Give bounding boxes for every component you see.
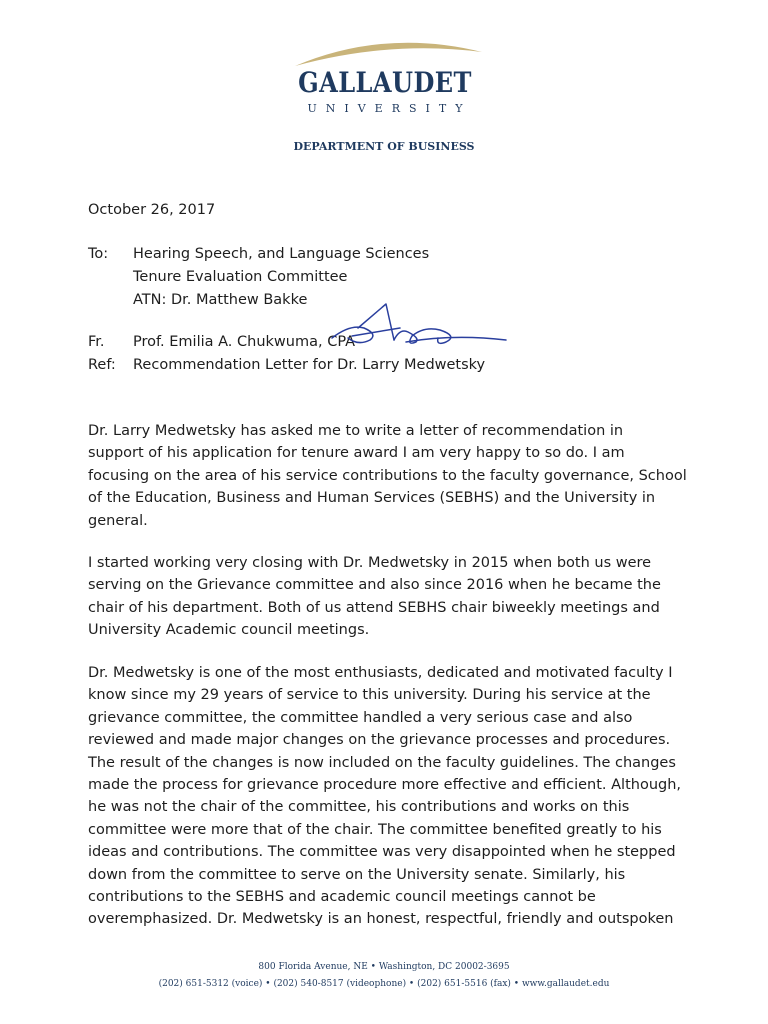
- body-line: contributions to the SEBHS and academic council meetings cannot be: [88, 889, 596, 906]
- body-line: The result of the changes is now included on the faculty guidelines. The changes: [88, 754, 676, 771]
- letter-date: October 26, 2017: [88, 202, 216, 218]
- body-paragraph: [88, 662, 708, 931]
- to-line: Hearing Speech, and Language Sciences: [133, 246, 430, 262]
- body-line: I started working very closing with Dr. Medwetsky in 2015 when both us were: [88, 555, 652, 571]
- department-name: DEPARTMENT OF BUSINESS: [293, 140, 475, 153]
- ref-value: Recommendation Letter for Dr. Larry Medwetsky: [133, 357, 486, 373]
- body-line: made the process for grievance procedure more effective and efficient. Although,: [88, 777, 682, 794]
- body-line: University Academic council meetings.: [88, 622, 370, 639]
- body-line: focusing on the area of his service contributions to the faculty governance, School: [88, 467, 687, 484]
- body-line: know since my 29 years of service to this university. During his service at the: [88, 687, 651, 704]
- body-line: overemphasized. Dr. Medwetsky is an honest, respectful, friendly and outspoken: [88, 911, 674, 928]
- body-line: reviewed and made major changes on the grievance processes and procedures.: [88, 732, 671, 749]
- footer-contact: (202) 651-5312 (voice) • (202) 540-8517 (videophone) • (202) 651-5516 (fax) • www.gallaudet.edu: [158, 979, 610, 989]
- body-paragraph: [88, 552, 708, 642]
- to-line: ATN: Dr. Matthew Bakke: [133, 292, 308, 308]
- body-line: he was not the chair of the committee, his contributions and works on this: [88, 799, 630, 816]
- signature-icon: [328, 298, 513, 358]
- body-line: serving on the Grievance committee and also since 2016 when he became the: [88, 577, 661, 594]
- from-label: Fr.: [88, 334, 105, 350]
- body-line: Dr. Larry Medwetsky has asked me to write a letter of recommendation in: [88, 423, 624, 439]
- body-line: down from the committee to serve on the University senate. Similarly, his: [88, 866, 626, 883]
- to-line: Tenure Evaluation Committee: [133, 269, 348, 285]
- institution-subtitle: UNIVERSITY: [307, 102, 472, 115]
- body-line: Dr. Medwetsky is one of the most enthusiasts, dedicated and motivated faculty I: [88, 665, 673, 681]
- from-value: Prof. Emilia A. Chukwuma, CPA: [133, 334, 356, 350]
- institution-name: GALLAUDET: [298, 66, 472, 99]
- gallaudet-logo: [250, 36, 520, 126]
- footer-address: 800 Florida Avenue, NE • Washington, DC 20002-3695: [258, 962, 510, 972]
- body-line: of the Education, Business and Human Services (SEBHS) and the University in: [88, 490, 656, 507]
- body-line: grievance committee, the committee handled a very serious case and also: [88, 709, 633, 726]
- ref-label: Ref:: [88, 357, 116, 373]
- body-paragraph: [88, 420, 708, 532]
- body-line: committee were more that of the chair. The committee benefited greatly to his: [88, 821, 662, 838]
- body-line: general.: [88, 512, 148, 529]
- body-line: chair of his department. Both of us attend SEBHS chair biweekly meetings and: [88, 599, 660, 616]
- body-line: support of his application for tenure award I am very happy to so do. I am: [88, 445, 625, 462]
- body-line: ideas and contributions. The committee was very disappointed when he stepped: [88, 844, 676, 861]
- to-label: To:: [88, 246, 109, 262]
